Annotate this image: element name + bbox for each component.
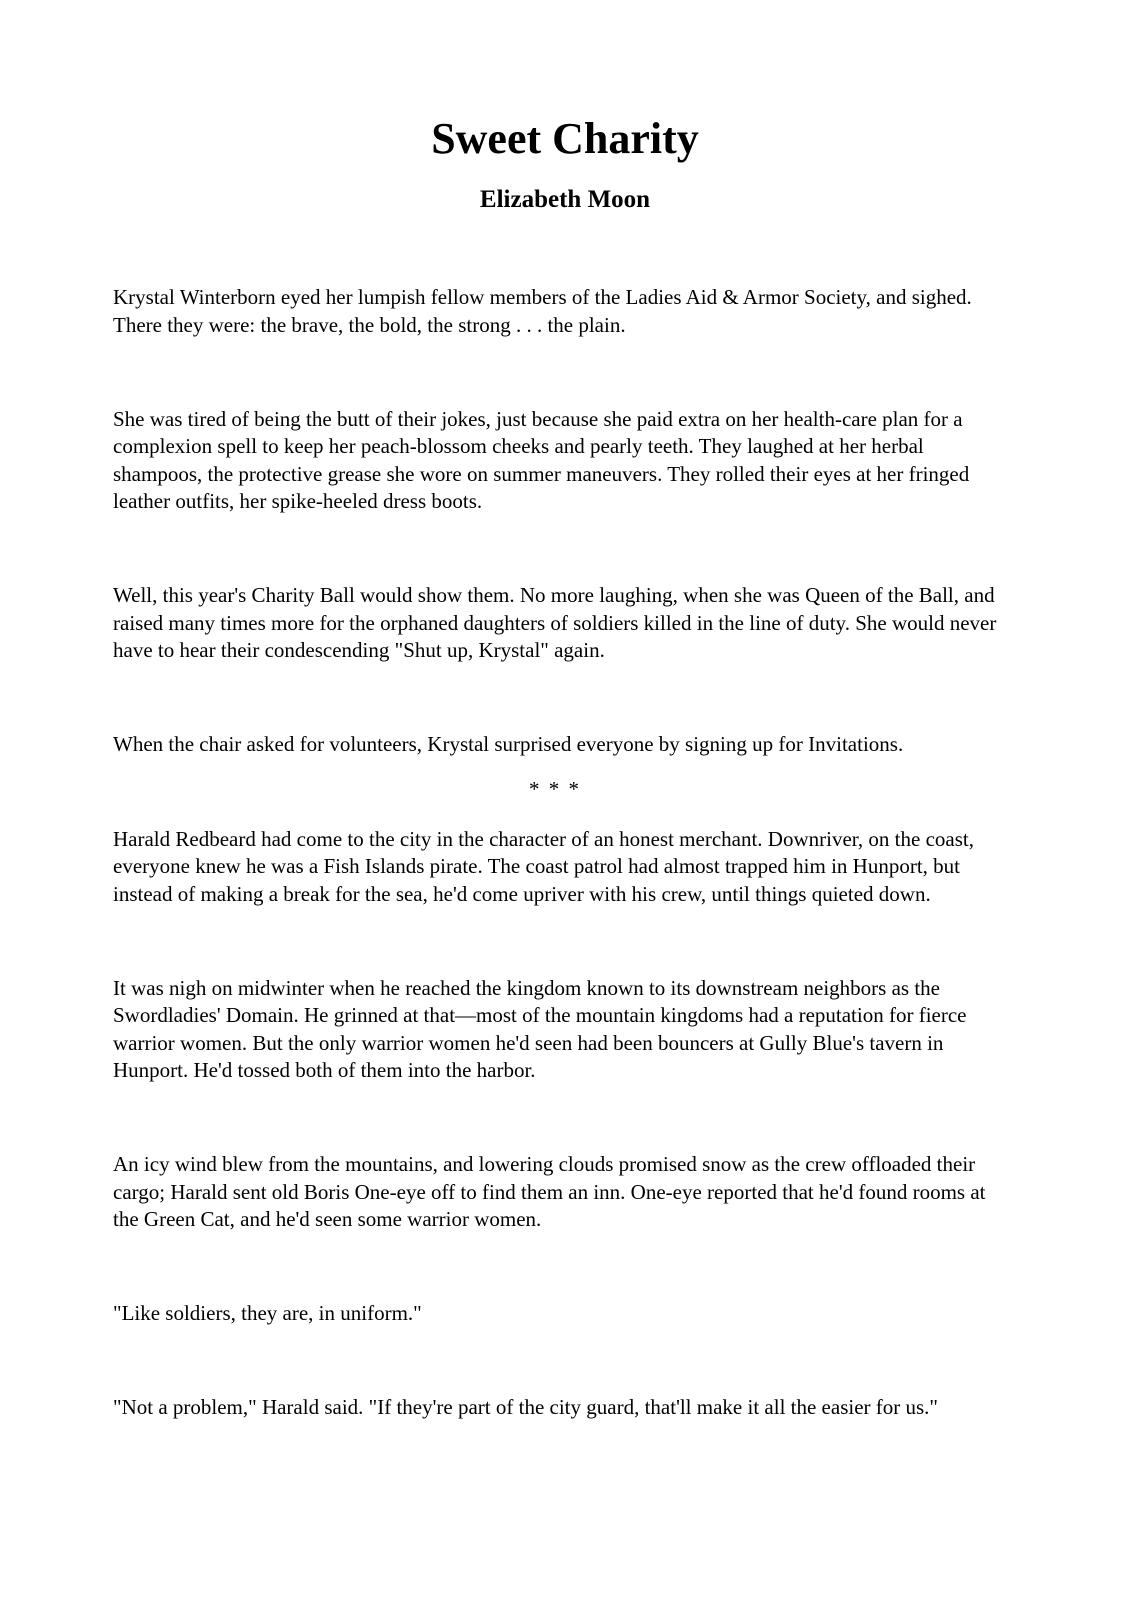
story-paragraph: "Not a problem," Harald said. "If they're part of the city guard, that'll make it all the easier for us."	[113, 1395, 938, 1419]
story-author: Elizabeth Moon	[479, 186, 651, 213]
story-paragraph: "Like soldiers, they are, in uniform."	[113, 1301, 422, 1325]
story-body	[113, 284, 997, 1422]
story-paragraph: An icy wind blew from the mountains, and lowering clouds promised snow as the crew offloaded their cargo; Harald sent old Boris One-eye off to find them an inn. One-eye reported that he'd found rooms at the Green Cat, and he'd seen some warrior women.	[113, 1152, 986, 1231]
document-header	[0, 0, 1130, 214]
story-paragraph: Well, this year's Charity Ball would show them. No more laughing, when she was Queen of the Ball, and raised many times more for the orphaned daughters of soldiers killed in the line of duty. She would never have to hear their condescending "Shut up, Krystal" again.	[113, 583, 997, 662]
story-paragraph: Krystal Winterborn eyed her lumpish fellow members of the Ladies Aid & Armor Society, and sighed. There they were: the brave, the bold, the strong . . . the plain.	[113, 285, 972, 337]
story-paragraph: It was nigh on midwinter when he reached the kingdom known to its downstream neighbors as the Swordladies' Domain. He grinned at that—most of the mountain kingdoms had a reputation for fierce warrior women. But the only warrior women he'd seen had been bouncers at Gully Blue's tavern in Hunport. He'd tossed both of them into the harbor.	[113, 975, 967, 1082]
scene-break-separator: * * *	[529, 777, 581, 801]
story-paragraph: She was tired of being the butt of their jokes, just because she paid extra on her health-care plan for a complexion spell to keep her peach-blossom cheeks and pearly teeth. They laughed at her herbal shampoos, the protective grease she wore on summer maneuvers. They rolled their eyes at her fringed leather outfits, her spike-heeled dress boots.	[113, 406, 970, 513]
story-paragraph: When the chair asked for volunteers, Krystal surprised everyone by signing up for Invitations.	[113, 732, 904, 756]
story-title: Sweet Charity	[431, 114, 699, 163]
story-paragraph: Harald Redbeard had come to the city in the character of an honest merchant. Downriver, on the coast, everyone knew he was a Fish Islands pirate. The coast patrol had almost trapped him in Hunport, but instead of making a break for the sea, he'd come upriver with his crew, until things quieted down.	[113, 826, 974, 906]
